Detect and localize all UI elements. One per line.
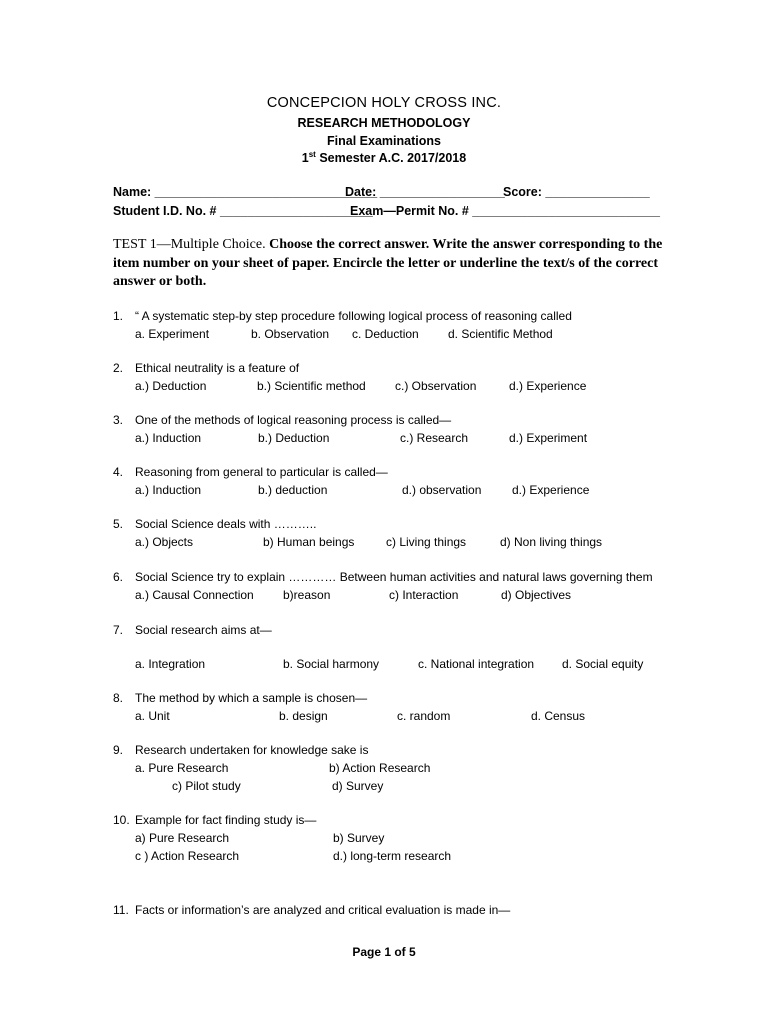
option: b. Observation [251, 327, 330, 341]
option: c.) Observation [395, 379, 477, 393]
option: b. design [279, 709, 328, 723]
option: a. Unit [135, 709, 170, 723]
semester-text: Semester A.C. 2017/2018 [315, 151, 467, 165]
option: d. Scientific Method [448, 327, 553, 341]
option: d.) Experience [509, 379, 587, 393]
option: a.) Objects [135, 535, 194, 549]
option: d.) Experiment [509, 431, 588, 445]
question-number: 3. [113, 413, 124, 427]
date-field: Date: __________________ [345, 185, 505, 199]
score-field: Score: _______________ [503, 185, 650, 199]
option: c ) Action Research [135, 849, 240, 863]
option: b.) Scientific method [257, 379, 366, 393]
course-title: RESEARCH METHODOLOGY [297, 116, 471, 130]
option: a.) Induction [135, 483, 202, 497]
option: c. random [397, 709, 451, 723]
option: d. Social equity [562, 657, 644, 671]
option: a. Pure Research [135, 761, 229, 775]
school-name: CONCEPCION HOLY CROSS INC. [266, 95, 502, 111]
option: d) Non living things [500, 535, 603, 549]
question-number: 8. [113, 691, 124, 705]
question-number: 5. [113, 517, 124, 531]
option: d.) observation [402, 483, 482, 497]
option: b.) Deduction [258, 431, 330, 445]
question-text: Social Science try to explain ………… Between human activities and natural laws governing them [135, 570, 653, 584]
question-text: Social Science deals with ……….. [135, 517, 317, 531]
option: a. Integration [135, 657, 206, 671]
option: b. Social harmony [283, 657, 380, 671]
test-label: TEST 1—Multiple Choice. [113, 237, 266, 252]
question-text: “ A systematic step-by step procedure following logical process of reasoning called [135, 309, 572, 323]
option: c. National integration [418, 657, 535, 671]
option: c.) Research [400, 431, 469, 445]
question-text: Research undertaken for knowledge sake is [135, 743, 369, 757]
question-text: Ethical neutrality is a feature of [135, 361, 300, 375]
option: a) Pure Research [135, 831, 230, 845]
question-number: 9. [113, 743, 124, 757]
option: a.) Induction [135, 431, 202, 445]
question-text: The method by which a sample is chosen— [135, 691, 368, 705]
question-text: Social research aims at— [135, 623, 272, 637]
question-number: 10. [113, 813, 130, 827]
student-id-field: Student I.D. No. # ______________________ [113, 204, 373, 218]
option: c) Interaction [389, 588, 459, 602]
semester-ordinal: 1 [301, 151, 309, 165]
option: b) Action Research [329, 761, 431, 775]
option: d.) long-term research [333, 849, 452, 863]
question-number: 1. [113, 309, 124, 323]
option: d) Objectives [501, 588, 572, 602]
semester-line [0, 151, 768, 165]
option: a.) Deduction [135, 379, 207, 393]
question-number: 7. [113, 623, 124, 637]
question-number: 2. [113, 361, 124, 375]
option: b.) deduction [258, 483, 328, 497]
page-number: Page 1 of 5 [352, 945, 416, 959]
exam-permit-field: Exam—Permit No. # ___________________________ [350, 204, 660, 218]
option: b)reason [283, 588, 331, 602]
question-number: 6. [113, 570, 124, 584]
option: c. Deduction [352, 327, 419, 341]
option: d) Survey [332, 779, 384, 793]
question-number: 4. [113, 465, 124, 479]
question-text: Reasoning from general to particular is called— [135, 465, 388, 479]
instruction-text: Choose the correct answer. Write the answer corresponding to the item number on your sheet of paper. Encircle the letter or underline the text/s of the correct answer or both. [113, 237, 663, 289]
option: a. Experiment [135, 327, 210, 341]
question-text: Facts or information’s are analyzed and critical evaluation is made in— [135, 903, 511, 917]
option: d.) Experience [512, 483, 590, 497]
option: a.) Causal Connection [135, 588, 254, 602]
semester-superscript: st [308, 149, 316, 159]
option: d. Census [531, 709, 586, 723]
question-text: One of the methods of logical reasoning process is called— [135, 413, 452, 427]
question-text: Example for fact finding study is— [135, 813, 317, 827]
option: c) Living things [386, 535, 467, 549]
name-field: Name: ________________________________ [113, 185, 378, 199]
question-number: 11. [113, 903, 129, 917]
exam-title: Final Examinations [327, 134, 441, 148]
option: b) Human beings [263, 535, 355, 549]
option: b) Survey [333, 831, 385, 845]
option: c) Pilot study [172, 779, 241, 793]
test-instructions [113, 236, 673, 292]
